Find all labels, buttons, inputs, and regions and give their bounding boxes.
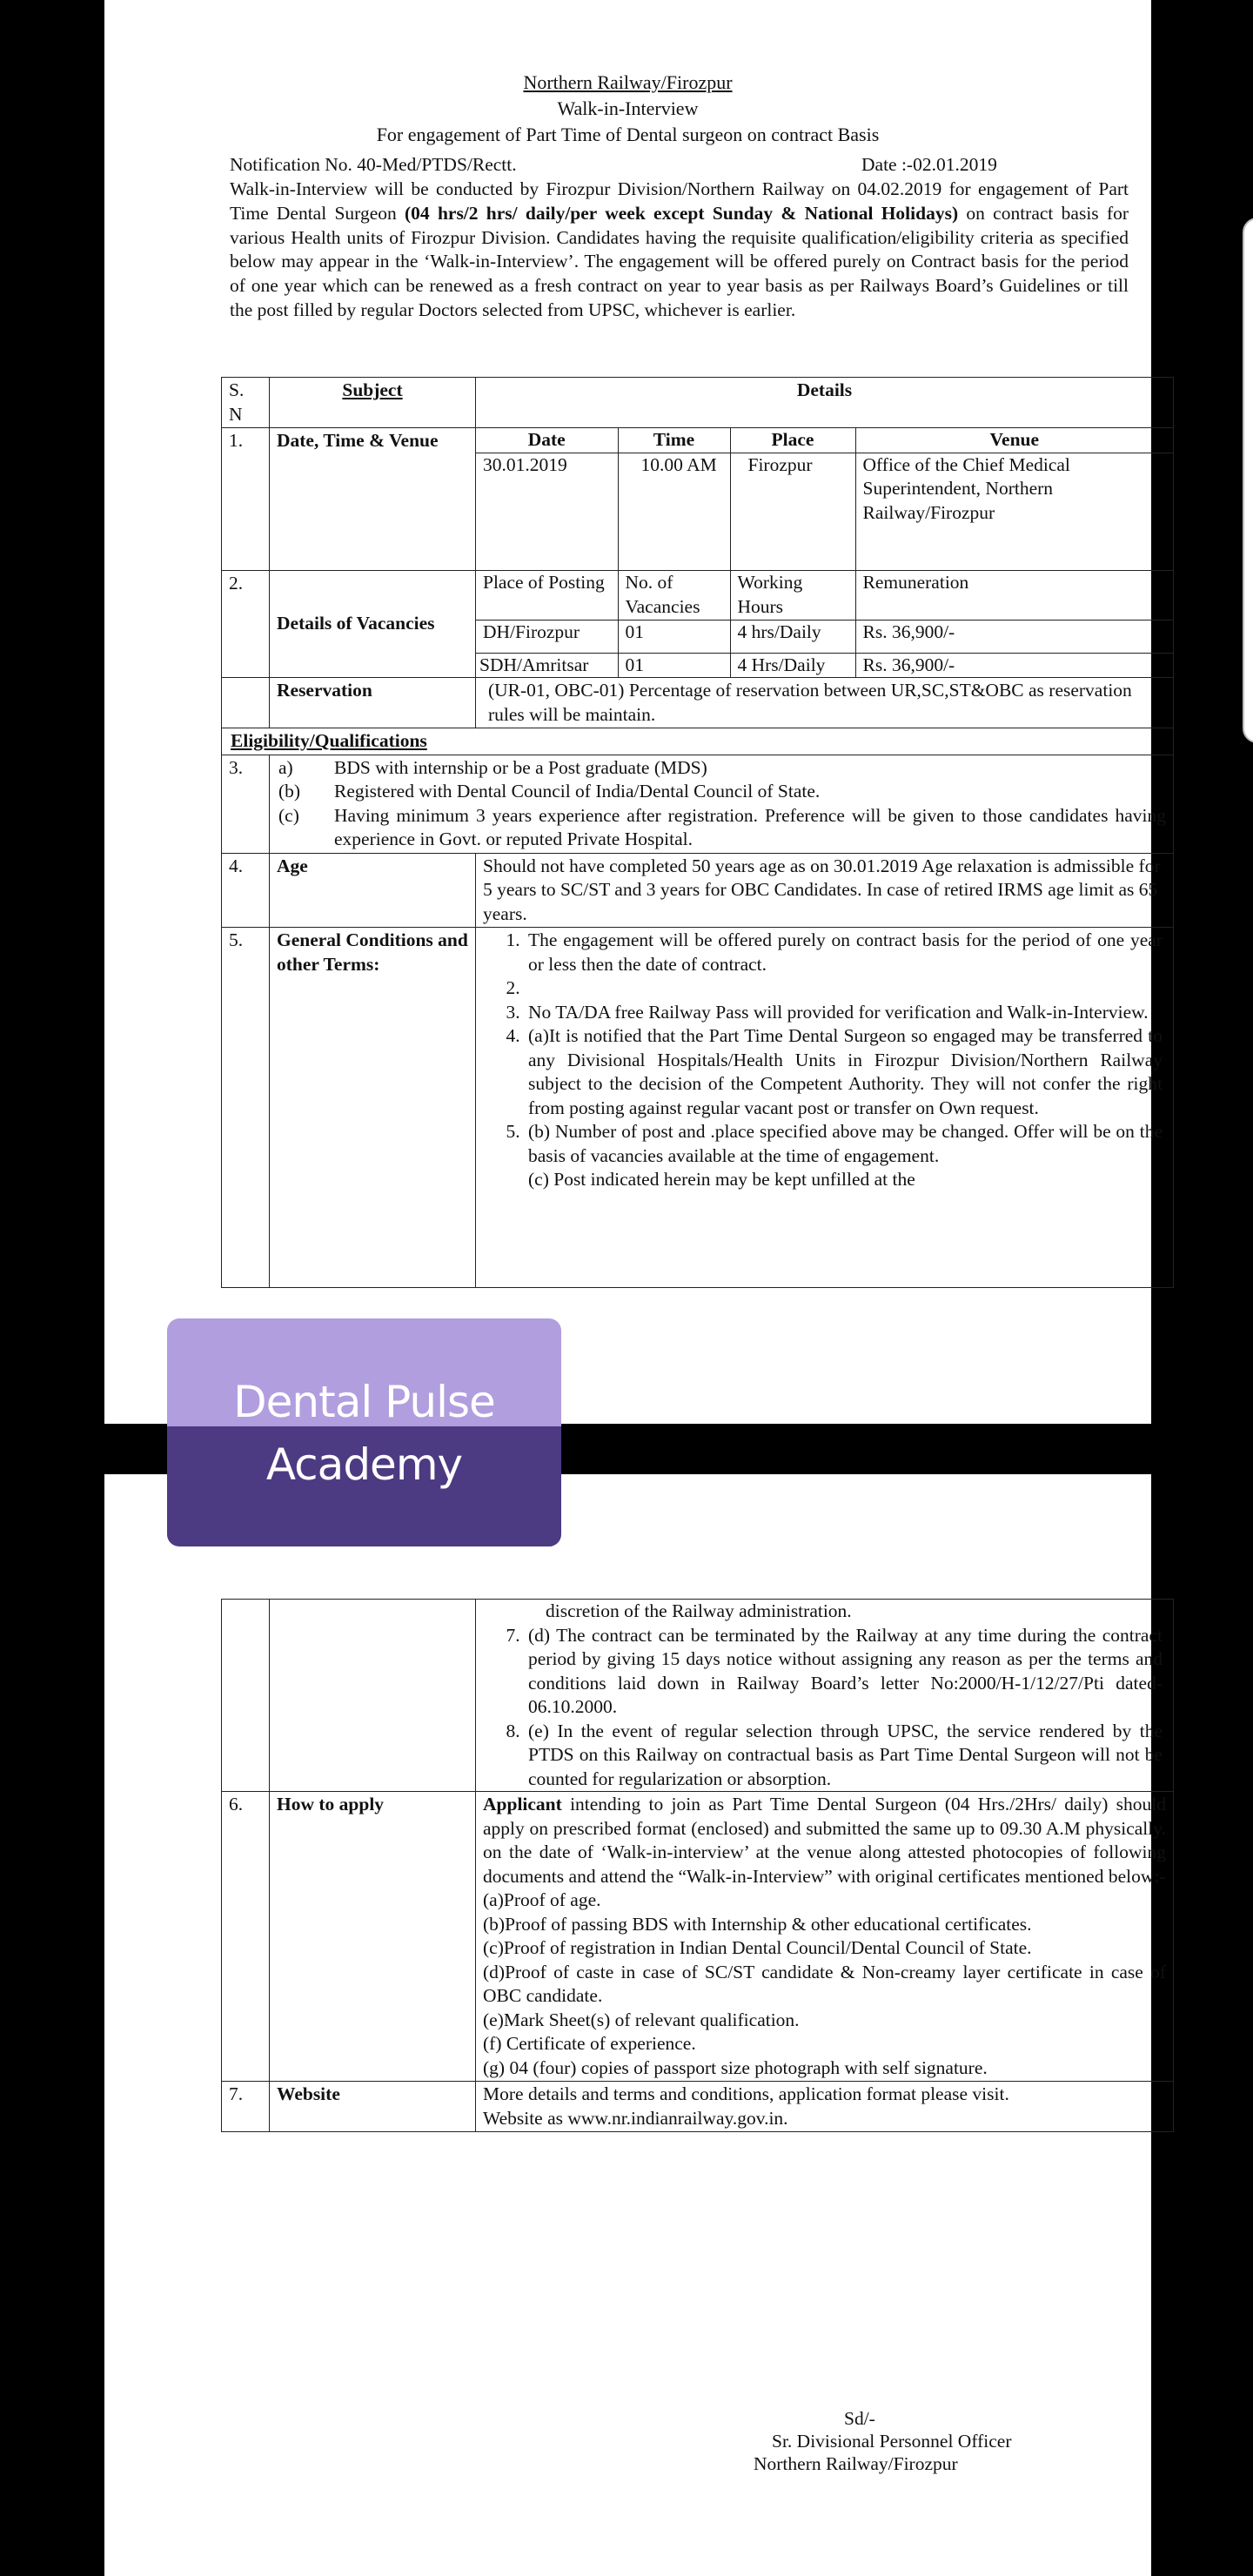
table-row: [222, 678, 1174, 728]
term-item: 4. (a)It is notified that the Part Time Dental Surgeon so engaged may be transferred to any Divisional Hospitals/Health Units in Firozpur Division/Northern Railway subject to the decision of the Competent Authority. They will not confer the right from posting against regular vacant post or transfer on Own request.: [525, 1024, 1166, 1120]
document-item: (f) Certificate of experience.: [483, 2033, 696, 2054]
document-item: (c)Proof of registration in Indian Dental Council/Dental Council of State.: [483, 1937, 1032, 1958]
document-page-1: [104, 0, 1166, 1424]
col-place-of-posting: Place of Posting: [476, 571, 618, 620]
term-continuation: discretion of the Railway administration.: [546, 1600, 852, 1621]
eligibility-list: [270, 755, 1174, 853]
term-item: 3. No TA/DA free Railway Pass will provided for verification and Walk-in-Interview.: [525, 1001, 1166, 1025]
signature-sd: Sd/-: [844, 2408, 875, 2429]
table-row: [222, 928, 1174, 1288]
document-item: (b)Proof of passing BDS with Internship & other educational certificates.: [483, 1913, 1032, 1935]
cell-hours: 4 Hrs/Daily: [730, 653, 855, 677]
col-remuneration: Remuneration: [855, 571, 1173, 620]
table-header-row: [222, 378, 1174, 428]
purpose-title: For engagement of Part Time of Dental surgeon on contract Basis: [376, 124, 880, 145]
website-link[interactable]: Website as www.nr.indianrailway.gov.in.: [483, 2107, 788, 2129]
term-item: [525, 976, 1166, 1001]
reservation-text: (UR-01, OBC-01) Percentage of reservation between UR,SC,ST&OBC as reservation rules will be maintain.: [476, 678, 1174, 728]
terms-cell: [476, 928, 1174, 1288]
table-row: [222, 1792, 1174, 2082]
row-sn: 4.: [222, 853, 270, 928]
eligibility-title: Eligibility/Qualifications: [222, 728, 1174, 755]
col-date: Date: [476, 428, 618, 453]
row-sn: [222, 1600, 270, 1792]
row-sn: 5.: [222, 928, 270, 1288]
vacancy-row: [476, 620, 1173, 653]
how-to-apply-text: Applicant intending to join as Part Time Dental Surgeon (04 Hrs./2Hrs/ daily) should apply on prescribed format (enclosed) and submitted the same up to 09.30 A.M physically. on the date of ‘Walk-in-interview’ at the venue along attested photocopies of following documents and attend the “Walk-in-Interview” with original certificates mentioned below:- (a)Proof of age. (b)Proof of passing BDS with Internship & other educational certificates. (c)Proof of registration in Indian Dental Council/Dental Council of State. (d)Proof of caste in case of SC/ST candidate & Non-creamy layer certificate in case of OBC candidate. (e)Mark Sheet(s) of relevant qualification. (f) Certificate of experience. (g) 04 (four) copies of passport size photograph with self signature.: [476, 1792, 1174, 2082]
header-details: Details: [476, 378, 1174, 428]
col-working-hours: Working Hours: [730, 571, 855, 620]
cell-vacancies: 01: [618, 620, 730, 653]
term-item: 6. (c) Post indicated herein may be kept unfilled at the: [525, 1168, 1166, 1192]
terms-cell-continued: [476, 1600, 1174, 1792]
row-sn: 1.: [222, 428, 270, 571]
term-item: 8. (e) In the event of regular selection through UPSC, the service rendered by the PTDS on this Railway on contractual basis as Part Time Dental Surgeon will not be counted for regularization or absorption.: [525, 1720, 1166, 1792]
vacancy-details: [476, 571, 1174, 678]
row-sn: 6.: [222, 1792, 270, 2082]
cell-time: 10.00 AM: [618, 453, 730, 570]
col-venue: Venue: [855, 428, 1173, 453]
eligibility-item: (b) Registered with Dental Council of India/Dental Council of State.: [278, 781, 821, 802]
terms-list: [476, 1624, 1166, 1792]
row-sn: 3.: [222, 755, 270, 853]
document-item: (e)Mark Sheet(s) of relevant qualification.: [483, 2009, 800, 2030]
notification-date: Date :-02.01.2019: [861, 154, 997, 175]
table-row: [222, 853, 1174, 928]
eligibility-item: a) BDS with internship or be a Post graduate (MDS): [278, 756, 707, 778]
cell-date: 30.01.2019: [476, 453, 618, 570]
row-subject: Details of Vacancies: [270, 571, 476, 678]
row-subject: How to apply: [270, 1792, 476, 2082]
details-table: [221, 377, 1174, 1288]
col-place: Place: [730, 428, 855, 453]
cell-place: Firozpur: [730, 453, 855, 570]
signature-office: Northern Railway/Firozpur: [754, 2453, 958, 2474]
watermark-logo: [167, 1318, 561, 1546]
cell-hours: 4 hrs/Daily: [730, 620, 855, 653]
cell-remuneration: Rs. 36,900/-: [855, 620, 1173, 653]
table-row: [222, 428, 1174, 571]
table-row: [222, 755, 1174, 853]
term-item: 7. (d) The contract can be terminated by the Railway at any time during the contract period by giving 15 days notice without assigning any reason as per the terms and conditions laid down in Railway Board’s letter No:2000/H-1/12/27/Pti dated-06.10.2000.: [525, 1624, 1166, 1720]
cell-posting: SDH/Amritsar: [476, 653, 618, 677]
signature-designation: Sr. Divisional Personnel Officer: [772, 2431, 1012, 2452]
document-item: (a)Proof of age.: [483, 1889, 601, 1910]
website-text: More details and terms and conditions, application format please visit. Website as www.nr.indianrailway.gov.in.: [476, 2082, 1174, 2132]
vacancy-row: [476, 653, 1173, 677]
term-item: 5. (b) Number of post and .place specified above may be changed. Offer will be on the basis of vacancies available at the time of engagement.: [525, 1120, 1166, 1168]
table-row: [222, 2082, 1174, 2132]
age-text: Should not have completed 50 years age as on 30.01.2019 Age relaxation is admissible for 5 years to SC/ST and 3 years for OBC Candidates. In case of retired IRMS age limit as 65 years.: [476, 853, 1174, 928]
vacancy-subtable: [476, 571, 1173, 677]
header-sn: S. N: [222, 378, 270, 428]
row-sn: 7.: [222, 2082, 270, 2132]
document-page-2: [104, 1474, 1166, 2576]
cell-venue: Office of the Chief Medical Superintendent, Northern Railway/Firozpur: [855, 453, 1173, 570]
row-subject: General Conditions and other Terms:: [270, 928, 476, 1288]
cell-remuneration: Rs. 36,900/-: [855, 653, 1173, 677]
col-no-of-vacancies: No. of Vacancies: [618, 571, 730, 620]
details-table-continued: [221, 1599, 1174, 2132]
watermark-line-1: Dental Pulse: [233, 1377, 495, 1427]
row-subject: Date, Time & Venue: [270, 428, 476, 571]
document-item: (d)Proof of caste in case of SC/ST candidate & Non-creamy layer certificate in case of OBC candidate.: [483, 1961, 1166, 2006]
col-time: Time: [618, 428, 730, 453]
row-subject: Website: [270, 2082, 476, 2132]
watermark-line-2: Academy: [265, 1439, 463, 1490]
event-title: Walk-in-Interview: [557, 97, 699, 119]
term-item: 1. The engagement will be offered purely on contract basis for the period of one year or less then the date of contract.: [525, 929, 1166, 976]
side-scroll-card: [1243, 218, 1253, 743]
eligibility-item: (c) Having minimum 3 years experience after registration. Preference will be given to those candidates having experience in Govt. or reputed Private Hospital.: [278, 804, 1166, 849]
header-subject: Subject: [270, 378, 476, 428]
eligibility-header-row: [222, 728, 1174, 755]
row-subject: Age: [270, 853, 476, 928]
document-item: (g) 04 (four) copies of passport size photograph with self signature.: [483, 2056, 988, 2078]
row-subject: [270, 1600, 476, 1792]
intro-paragraph: Walk-in-Interview will be conducted by Firozpur Division/Northern Railway on 04.02.2019 for engagement of Part Time Dental Surgeon (04 hrs/2 hrs/ daily/per week except Sunday & National Holidays) on contract basis for various Health units of Firozpur Division. Candidates having the requisite qualification/eligibility criteria as specified below may appear in the ‘Walk-in-Interview’. The engagement will be offered purely on Contract basis for the period of one year which can be renewed as a fresh contract on year to year basis as per Railways Board’s Guidelines or till the post filled by regular Doctors selected from UPSC, whichever is earlier.: [230, 178, 1129, 320]
cell-vacancies: 01: [618, 653, 730, 677]
row-sn: [222, 678, 270, 728]
terms-list: [483, 929, 1166, 1192]
org-title: Northern Railway/Firozpur: [523, 71, 733, 93]
row-subject: Reservation: [270, 678, 476, 728]
table-row: [222, 571, 1174, 678]
table-row: [222, 1600, 1174, 1792]
venue-details: [476, 428, 1174, 571]
row-sn: 2.: [222, 571, 270, 678]
venue-subtable: [476, 428, 1173, 570]
notification-number: Notification No. 40-Med/PTDS/Rectt.: [230, 154, 517, 175]
cell-posting: DH/Firozpur: [476, 620, 618, 653]
